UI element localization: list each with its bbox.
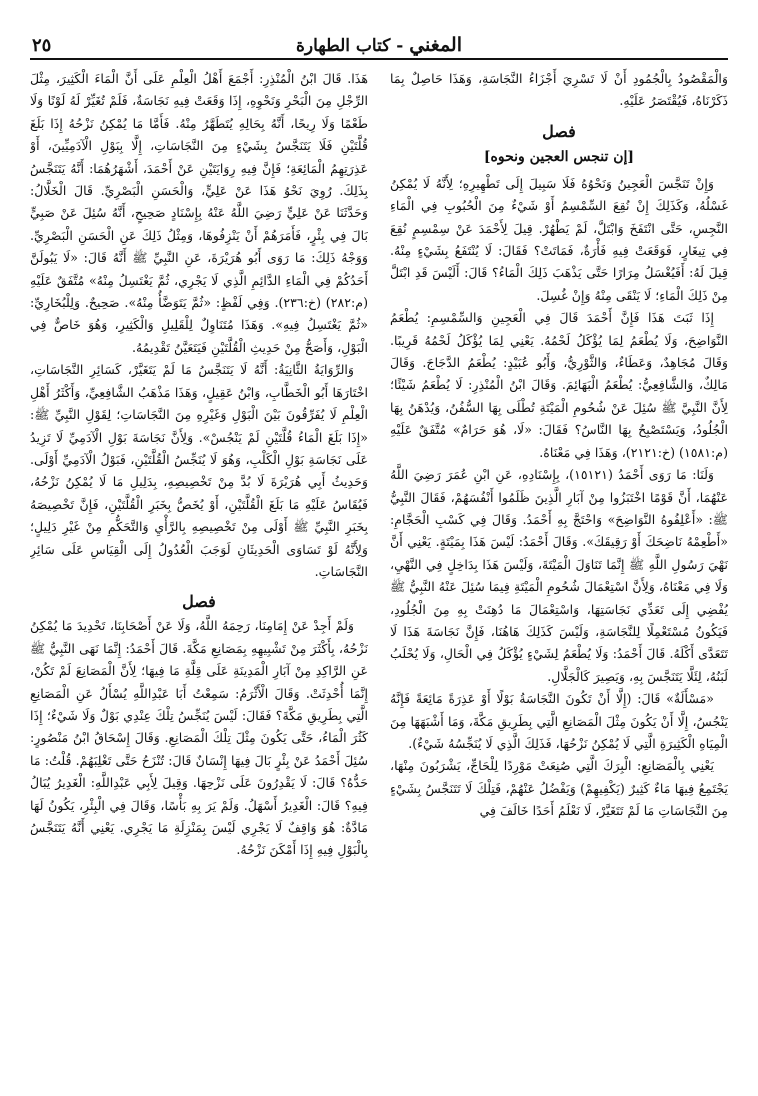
paragraph: وَالْمَقْصُودُ بِالْجُمُودِ أَنْ لَا تَسْرِيَ أَجْزَاءُ النَّجَاسَةِ، وَهَذَا حَاصِلٌ بِمَا ذَكَرْنَاهُ، فَيُقْتَصَرُ عَلَيْهِ. <box>390 71 728 109</box>
section-title: فصل <box>182 592 216 612</box>
section-subtitle: [إن تنجس العجين ونحوه] <box>483 148 635 165</box>
paragraph: «مَسْأَلَةٌ» قَالَ: (إِلَّا أَنْ تَكُونَ النَّجَاسَةُ بَوْلًا أَوْ عَذِرَةً مَائِعَةً فَإِنَّهُ يَنْجُسُ، إِلَّا أَنْ يَكُونَ مِثْلَ الْمَصَانِعِ الَّتِي بِطَرِيقِ مَكَّةَ، وَمَا أَشْبَهَهَا مِنَ الْمِيَاهِ الْكَثِيرَةِ الَّتِي لَا يُمْكِنُ نَزْحُهَا، فَذَلِكَ الَّذِي لَا يُنَجِّسُهُ شَيْءٌ). <box>390 691 728 751</box>
paragraph: وَإِنْ تَنَجَّسَ الْعَجِينُ وَنَحْوُهُ فَلَا سَبِيلَ إِلَى تَطْهِيرِهِ؛ لِأَنَّهُ لَا يُمْكِنُ غَسْلُهُ، وَكَذَلِكَ إِنْ نُقِعَ السِّمْسِمُ أَوْ شَيْءٌ مِنَ الْحُبُوبِ فِي الْمَاءِ النَّجِسِ، حَتَّى انْتَفَخَ وَابْتَلَّ، لَمْ يَطْهُرْ. قِيلَ لِأَحْمَدَ عَنْ سِمْسِمٍ نُقِعَ فِي تِيغَارٍ، فَوَقَعَتْ فِيهِ فَأْرَةٌ، فَمَاتَتْ؟ فَقَالَ: لَا يُنْتَفَعُ بِشَيْءٍ مِنْهُ. قِيلَ لَهُ: أَفَيُغْسَلُ مِرَارًا حَتَّى يَذْهَبَ ذَلِكَ الْمَاءُ؟ قَالَ: أَلَيْسَ قَدِ ابْتَلَّ مِنْ ذَلِكَ الْمَاءِ؛ لَا يَنْقَى مِنْهُ وَإِنْ غُسِلَ. <box>390 175 728 303</box>
right-column <box>390 68 728 1088</box>
paragraph: هَذَا. قَالَ ابْنُ الْمُنْذِرِ: أَجْمَعَ أَهْلُ الْعِلْمِ عَلَى أَنَّ الْمَاءَ الْكَثِيرَ، مِثْلَ الرِّجْلِ مِنَ الْبَحْرِ وَنَحْوِهِ، إِذَا وَقَعَتْ فِيهِ نَجَاسَةٌ، فَلَمْ تُغَيِّرْ لَهُ لَوْنًا وَلَا طَعْمًا وَلَا رِيحًا، أَنَّهُ بِحَالِهِ يُتَطَهَّرُ مِنْهُ. فَأَمَّا مَا يُمْكِنُ نَزْحُهُ إِذَا بَلَغَ قُلَّتَيْنِ فَلَا يَتَنَجَّسُ بِشَيْءٍ مِنَ النَّجَاسَاتِ، إِلَّا بِبَوْلِ الْآدَمِيِّينَ، أَوْ عَذِرَتِهِمُ الْمَائِعَةِ؛ فَإِنَّ فِيهِ رِوَايَتَيْنِ عَنْ أَحْمَدَ، أَشْهَرُهُمَا: أَنَّهُ يَتَنَجَّسُ بِذَلِكَ. رُوِيَ نَحْوُ هَذَا عَنْ عَلِيٍّ، وَالْحَسَنِ الْبَصْرِيِّ. قَالَ الْخَلَّالُ: وَحَدَّثَنَا عَنْ عَلِيٍّ رَضِيَ اللَّهُ عَنْهُ بِإِسْنَادٍ صَحِيحٍ، أَنَّهُ سُئِلَ عَنْ صَبِيٍّ بَالَ فِي بِئْرٍ، فَأَمَرَهُمْ أَنْ يَنْزِفُوهَا، وَمِثْلُ ذَلِكَ عَنِ الْحَسَنِ الْبَصْرِيِّ. وَوَجْهُ ذَلِكَ: مَا رَوَى أَبُو هُرَيْرَةَ، عَنِ النَّبِيِّ ﷺ أَنَّهُ قَالَ: «لَا يَبُولَنَّ أَحَدُكُمْ فِي الْمَاءِ الدَّائِمِ الَّذِي لَا يَجْرِي، ثُمَّ يَغْتَسِلُ مِنْهُ» مُتَّفَقٌ عَلَيْهِ (م:٢٨٢) (خ:٢٣٦). وَفِي لَفْظٍ: «ثُمَّ يَتَوَضَّأُ مِنْهُ». صَحِيحٌ. وَلِلْبُخَارِيِّ: «ثُمَّ يَغْتَسِلُ فِيهِ». وَهَذَا مُتَنَاوِلٌ لِلْقَلِيلِ وَالْكَثِيرِ، وَهُوَ خَاصٌّ فِي الْبَوْلِ، وَأَصَحُّ مِنْ حَدِيثِ الْقُلَّتَيْنِ فَيَتَعَيَّنُ تَقْدِيمُهُ. <box>30 71 368 355</box>
page-number: ٢٥ <box>32 35 52 56</box>
book-title-rest: - كتاب الطهارة <box>296 36 410 56</box>
paragraph: وَلَمْ أَجِدْ عَنْ إِمَامِنَا، رَحِمَهُ اللَّهُ، وَلَا عَنْ أَصْحَابِنَا، تَحْدِيدَ مَا يُمْكِنُ نَزْحُهُ، بِأَكْثَرَ مِنْ تَشْبِيهِهِ بِمَصَانِعِ مَكَّةَ. قَالَ أَحْمَدُ: إِنَّمَا نَهَى النَّبِيُّ ﷺ عَنِ الرَّاكِدِ مِنْ آبَارِ الْمَدِينَةِ عَلَى قِلَّةِ مَا فِيهَا؛ لِأَنَّ الْمَصَانِعَ لَمْ تَكُنْ، إِنَّمَا أُحْدِثَتْ. وَقَالَ الْأَثْرَمُ: سَمِعْتُ أَبَا عَبْدِاللَّهِ يُسْأَلُ عَنِ الْمَصَانِعِ الَّتِي بِطَرِيقِ مَكَّةَ؟ فَقَالَ: لَيْسَ يُنَجِّسُ تِلْكَ عِنْدِي بَوْلٌ وَلَا شَيْءٌ؛ إِذَا كَثُرَ الْمَاءُ، حَتَّى يَكُونَ مِثْلَ تِلْكَ الْمَصَانِعِ. وَقَالَ إِسْحَاقُ ابْنُ مَنْصُورٍ: سُئِلَ أَحْمَدُ عَنْ بِئْرٍ بَالَ فِيهَا إِنْسَانٌ قَالَ: تُنْزَحُ حَتَّى تَغْلِبَهُمْ. قُلْتُ: مَا حَدُّهُ؟ قَالَ: لَا يَقْدِرُونَ عَلَى نَزْحِهَا. وَقِيلَ لِأَبِي عَبْدِاللَّهِ: الْغَدِيرُ يُبَالُ فِيهِ؟ قَالَ: الْغَدِيرُ أَسْهَلُ. وَلَمْ يَرَ بِهِ بَأْسًا، وَقَالَ فِي الْبِئْرِ، يَكُونُ لَهَا مَادَّةٌ: هُوَ وَاقِفٌ لَا يَجْرِي لَيْسَ بِمَنْزِلَةِ مَا يَجْرِي. يَعْنِي أَنَّهُ يَتَنَجَّسُ بِالْبَوْلِ فِيهِ إِذَا أَمْكَنَ نَزْحُهُ. <box>30 618 368 858</box>
paragraph: وَالرِّوَايَةُ الثَّانِيَةُ: أَنَّهُ لَا يَتَنَجَّسُ مَا لَمْ يَتَغَيَّرْ، كَسَائِرِ النَّجَاسَاتِ، اخْتَارَهَا أَبُو الْخَطَّابِ، وَابْنُ عَقِيلٍ، وَهَذَا مَذْهَبُ الشَّافِعِيِّ، وَأَكْثَرُ أَهْلِ الْعِلْمِ لَا يُفَرِّقُونَ بَيْنَ الْبَوْلِ وَغَيْرِهِ مِنَ النَّجَاسَاتِ؛ لِقَوْلِ النَّبِيِّ ﷺ: «إِذَا بَلَغَ الْمَاءُ قُلَّتَيْنِ لَمْ يَنْجُسْ». وَلِأَنَّ نَجَاسَةَ بَوْلِ الْآدَمِيِّ لَا تَزِيدُ عَلَى نَجَاسَةِ بَوْلِ الْكَلْبِ، وَهُوَ لَا يُنَجِّسُ الْقُلَّتَيْنِ، فَبَوْلُ الْآدَمِيِّ أَوْلَى. وَحَدِيثُ أَبِي هُرَيْرَةَ لَا بُدَّ مِنْ تَخْصِيصِهِ، بِدَلِيلِ مَا لَا يُمْكِنُ نَزْحُهُ، فَيُقَاسُ عَلَيْهِ مَا بَلَغَ الْقُلَّتَيْنِ، أَوْ يُخَصُّ بِخَبَرِ الْقُلَّتَيْنِ، فَإِنَّ تَخْصِيصَهُ بِخَبَرِ النَّبِيِّ ﷺ أَوْلَى مِنْ تَخْصِيصِهِ بِالرَّأْيِ وَالتَّحَكُّمِ مِنْ غَيْرِ دَلِيلٍ؛ وَلِأَنَّهُ لَوْ تَسَاوَى الْحَدِيثَانِ لَوَجَبَ الْعُدُولُ إِلَى الْقِيَاسِ عَلَى سَائِرِ النَّجَاسَاتِ. <box>30 362 368 579</box>
left-column <box>30 68 368 1088</box>
paragraph: يَعْنِي بِالْمَصَانِعِ: الْبِرَكَ الَّتِي صُنِعَتْ مَوْرِدًا لِلْحَاجِّ، يَشْرَبُونَ مِنْهَا، يَجْتَمِعُ فِيهَا مَاءٌ كَثِيرٌ (يَكْفِيهِمْ) وَيَفْضُلُ عَنْهُمْ، فَتِلْكَ لَا تَتَنَجَّسُ بِشَيْءٍ مِنَ النَّجَاسَاتِ مَا لَمْ تَتَغَيَّرْ، لَا نَعْلَمُ أَحَدًا خَالَفَ فِي <box>390 758 728 819</box>
book-title-main: المغني <box>409 34 462 56</box>
book-title <box>296 34 462 58</box>
section-title: فصل <box>542 121 576 141</box>
running-header <box>30 30 728 60</box>
paragraph: إِذَا ثَبَتَ هَذَا فَإِنَّ أَحْمَدَ قَالَ فِي الْعَجِينِ وَالسِّمْسِمِ: يُطْعَمُ النَّوَاضِحَ، وَلَا يُطْعَمُ لِمَا يُؤْكَلُ لَحْمُهُ. يَعْنِي لِمَا يُؤْكَلُ لَحْمُهُ قَرِيبًا. وَقَالَ مُجَاهِدٌ، وَعَطَاءٌ، وَالثَّوْرِيُّ، وَأَبُو عُبَيْدٍ: يُطْعَمُ الدَّجَاجَ. وَقَالَ مَالِكٌ، وَالشَّافِعِيُّ: يُطْعَمُ الْبَهَائِمَ. وَقَالَ ابْنُ الْمُنْذِرِ: لَا يُطْعَمُ شَيْئًا؛ لِأَنَّ النَّبِيَّ ﷺ سُئِلَ عَنْ شُحُومِ الْمَيْتَةِ تُطْلَى بِهَا السُّفُنُ، وَيُدْهَنُ بِهَا الْجُلُودُ، وَيَسْتَصْبِحُ بِهَا النَّاسُ؟ فَقَالَ: «لَا، هُوَ حَرَامٌ» مُتَّفَقٌ عَلَيْهِ (م:١٥٨١) (خ:٢١٢١)، وَهَذَا فِي مَعْنَاهُ. <box>390 310 728 460</box>
paragraph: وَلَنَا: مَا رَوَى أَحْمَدُ (١٥١٢١)، بِإِسْنَادِهِ، عَنِ ابْنِ عُمَرَ رَضِيَ اللَّهُ عَنْهُمَا، أَنَّ قَوْمًا اخْتَبَزُوا مِنْ آبَارِ الَّذِينَ ظَلَمُوا أَنْفُسَهُمْ، فَقَالَ النَّبِيُّ ﷺ: «أَعْلِفُوهُ النَّوَاضِحَ» وَاحْتَجَّ بِهِ أَحْمَدُ. وَقَالَ فِي كَسْبِ الْحَجَّامِ: «أَطْعِمْهُ نَاضِحَكَ أَوْ رَقِيقَكَ». وَقَالَ أَحْمَدُ: لَيْسَ هَذَا بِمَيْتَةٍ. يَعْنِي أَنَّ نَهْيَ رَسُولِ اللَّهِ ﷺ إِنَّمَا تَنَاوَلَ الْمَيْتَةَ، وَلَيْسَ هَذَا بِدَاخِلٍ فِي النَّهْيِ، وَلَا فِي مَعْنَاهُ، وَلِأَنَّ اسْتِعْمَالَ شُحُومِ الْمَيْتَةِ فِيمَا سُئِلَ عَنْهُ النَّبِيُّ ﷺ يُفْضِي إِلَى تَعَدِّي نَجَاسَتِهَا، وَاسْتِعْمَالَ مَا دُهِنَتْ بِهِ مِنَ الْجُلُودِ، فَيَكُونُ مُسْتَعْمِلًا لِلنَّجَاسَةِ، وَلَيْسَ كَذَلِكَ هَاهُنَا، فَإِنَّ نَجَاسَةَ هَذَا لَا تَتَعَدَّى أَكْلَهُ. قَالَ أَحْمَدُ: وَلَا يُطْعَمُ لِشَيْءٍ يُؤْكَلُ فِي الْحَالِ، وَلَا يُحْلَبُ لَبَنُهُ، لِئَلَّا يَتَنَجَّسَ بِهِ، وَيَصِيرَ كَالْجَلَّالِ. <box>390 467 728 684</box>
text-columns <box>30 68 728 1088</box>
